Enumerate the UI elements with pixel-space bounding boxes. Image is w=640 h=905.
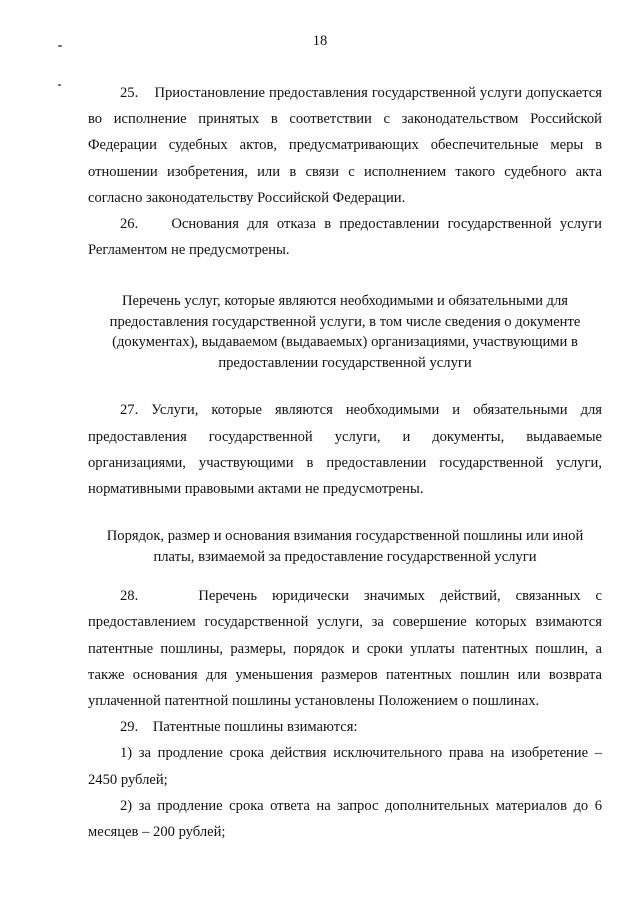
scan-speck [58,84,61,86]
paragraph-26: 26. Основания для отказа в предоставлении государственной услуги Регламентом не предусмотрены. [88,216,602,259]
section-heading-fees: Порядок, размер и основания взимания государственной пошлины или иной платы, взимаемой за предоставление государственной услуги [106,528,584,565]
section-heading-services: Перечень услуг, которые являются необходимыми и обязательными для предоставления государственной услуги, в том числе сведения о документе (документах), выдаваемом (выдаваемых) организациями, участвующими в предоставлении государственной услуги [109,293,581,371]
paragraph-29: 29. Патентные пошлины взимаются: [120,719,358,736]
page-number: 18 [312,33,328,49]
list-item-2: 2) за продление срока ответа на запрос дополнительных материалов до 6 месяцев – 200 рублей; [88,797,602,841]
paragraph-27: 27. Услуги, которые являются необходимыми и обязательными для предоставления государственной услуги, и документы, выдаваемые организациями, участвующими в предоставлении государственной услуги, нормативными правовыми актами не предусмотрены. [88,402,602,498]
paragraph-28: 28. Перечень юридически значимых действий, связанных с предоставлением государственной услуги, за совершение которых взимаются патентные пошлины, размеры, порядок и сроки уплаты патентных пошлин, а также основания для уменьшения размеров патентных пошлин или возврата уплаченной патентной пошлины установлены Положением о пошлинах. [88,588,602,710]
list-item-1: 1) за продление срока действия исключительного права на изобретение – 2450 рублей; [88,745,602,788]
paragraph-25: 25. Приостановление предоставления государственной услуги допускается во исполнение принятых в соответствии с законодательством Российской Федерации судебных актов, предусматривающих обеспечительные меры в отношении изобретения, или в связи с исполнением такого судебного акта согласно законодательству Российской Федерации. [88,85,602,206]
document-body [88,80,602,845]
